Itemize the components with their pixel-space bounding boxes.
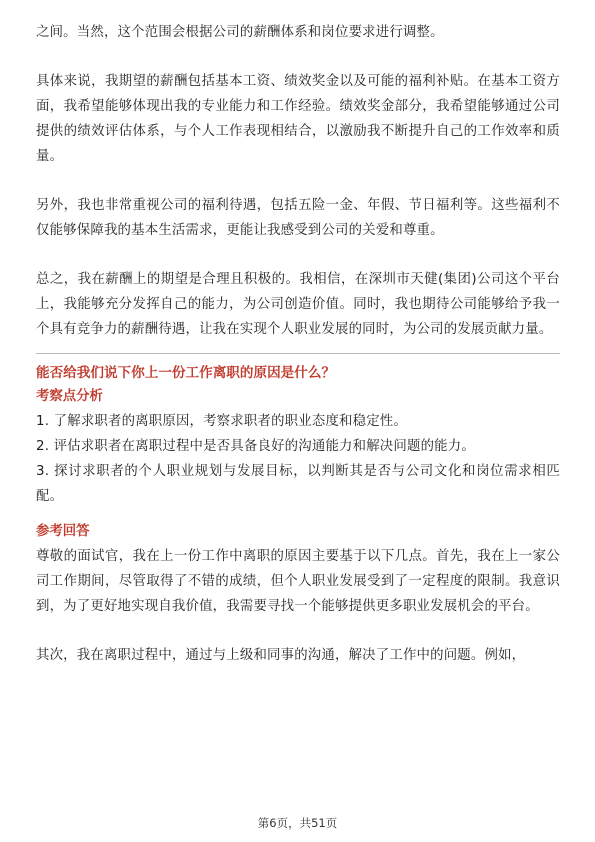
paragraph-salary-detail: 具体来说，我期望的薪酬包括基本工资、绩效奖金以及可能的福利补贴。在基本工资方面，我希望能够体现出我的专业能力和工作经验。绩效奖金部分，我希望能够通过公司提供的绩效评估体系，与个人工作表现相结合，以激励我不断提升自己的工作效率和质量。 bbox=[36, 74, 560, 164]
analysis-title: 考察点分析 bbox=[36, 389, 103, 404]
answer-title: 参考回答 bbox=[36, 524, 90, 539]
answer-paragraph: 尊敬的面试官，我在上一份工作中离职的原因主要基于以下几点。首先，我在上一家公司工作期间，尽管取得了不错的成绩，但个人职业发展受到了一定程度的限制。我意识到，为了更好地实现自我价值，我需要寻找一个能够提供更多职业发展机会的平台。 bbox=[36, 549, 560, 614]
section-divider bbox=[36, 353, 560, 354]
analysis-item: 1. 了解求职者的离职原因，考察求职者的职业态度和稳定性。 bbox=[36, 414, 407, 429]
page-footer: 第6页，共51页 bbox=[257, 816, 338, 830]
paragraph-salary-range: 之间。当然，这个范围会根据公司的薪酬体系和岗位要求进行调整。 bbox=[36, 25, 444, 40]
answer-paragraph: 其次，我在离职过程中，通过与上级和同事的沟通，解决了工作中的问题。例如， bbox=[36, 648, 526, 663]
analysis-item: 3. 探讨求职者的个人职业规划与发展目标，以判断其是否与公司文化和岗位需求相匹配。 bbox=[36, 464, 560, 504]
paragraph-benefits: 另外，我也非常重视公司的福利待遇，包括五险一金、年假、节日福利等。这些福利不仅能够保障我的基本生活需求，更能让我感受到公司的关爱和尊重。 bbox=[36, 198, 560, 238]
paragraph-summary: 总之，我在薪酬上的期望是合理且积极的。我相信，在深圳市天健(集团)公司这个平台上，我能够充分发挥自己的能力，为公司创造价值。同时，我也期待公司能够给予我一个具有竞争力的薪酬待遇，让我在实现个人职业发展的同时，为公司的发展贡献力量。 bbox=[36, 272, 560, 337]
analysis-item: 2. 评估求职者在离职过程中是否具备良好的沟通能力和解决问题的能力。 bbox=[36, 439, 475, 454]
interview-question: 能否给我们说下你上一份工作离职的原因是什么？ bbox=[36, 365, 336, 381]
document-page bbox=[36, 20, 560, 668]
